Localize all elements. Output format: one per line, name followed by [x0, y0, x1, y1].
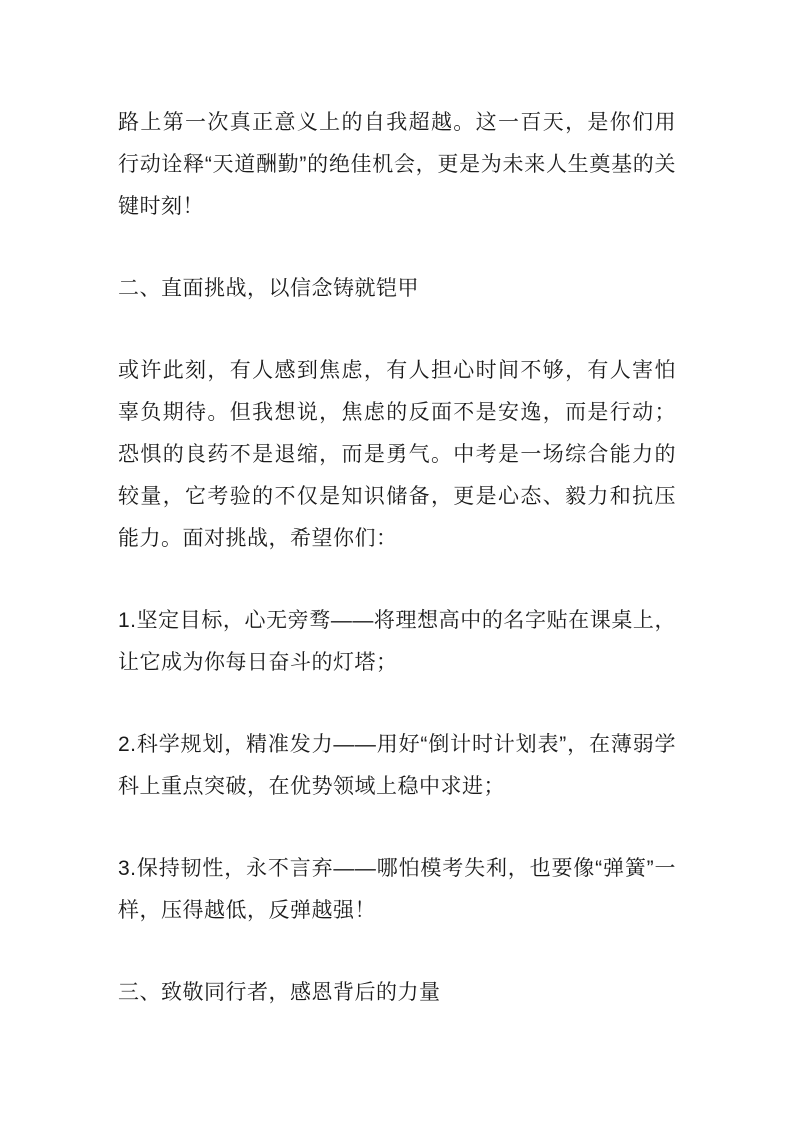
paragraph-intro: 路上第一次真正意义上的自我超越。这一百天，是你们用行动诠释“天道酬勤”的绝佳机会，更是为未来人生奠基的关键时刻！	[118, 111, 676, 218]
list-item-1: 1.坚定目标，心无旁骛——将理想高中的名字贴在课桌上，让它成为你每日奋斗的灯塔；	[118, 609, 676, 674]
section-heading-3: 三、致敬同行者，感恩背后的力量	[118, 981, 441, 1004]
section-heading-2: 二、直面挑战，以信念铸就铠甲	[118, 277, 419, 300]
list-item-3: 3.保持韧性，永不言弃——哪怕模考失利，也要像“弹簧”一样，压得越低，反弹越强！	[118, 857, 676, 922]
paragraph-challenge: 或许此刻，有人感到焦虑，有人担心时间不够，有人害怕辜负期待。但我想说，焦虑的反面不是安逸，而是行动；恐惧的良药不是退缩，而是勇气。中考是一场综合能力的较量，它考验的不仅是知识储备，更是心态、毅力和抗压能力。面对挑战，希望你们：	[118, 359, 676, 550]
list-item-2: 2.科学规划，精准发力——用好“倒计时计划表”，在薄弱学科上重点突破，在优势领域上稳中求进；	[118, 733, 676, 798]
